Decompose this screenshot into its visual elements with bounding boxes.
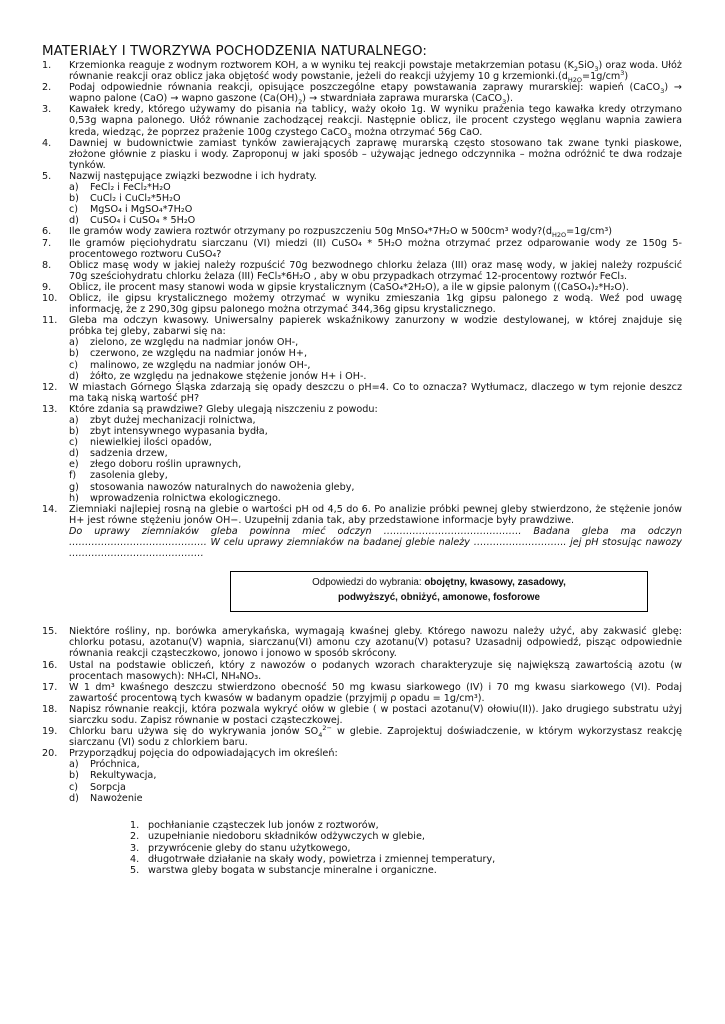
question-number: 11. [42, 315, 58, 327]
list-item: d) sadzenia drzew, [69, 448, 168, 460]
question-4 [42, 138, 682, 171]
question-text: Kawałek kredy, którego używamy do pisania na tablicy, waży około 1g. W wyniku prażenia tego kawałka kredy otrzymano 0,53g wapna palonego. Ułóż równanie zachodzącej reakcji. Następnie oblicz, ile procent czystego węglanu wapnia zawiera kreda, wiedząc, że poprzez prażenie 100g czystego CaCO$_3$ można otrzymać 56g CaO. [69, 104, 682, 140]
answer-options-box [230, 571, 648, 612]
question-12 [42, 382, 682, 404]
question-text: Gleba ma odczyn kwasowy. Uniwersalny papierek wskaźnikowy zanurzony w wodzie destylowanej, w której znajduje się próbka tej gleby, zabarwi się na: [69, 315, 682, 338]
question-text: Napisz równanie reakcji, która pozwala wykryć ołów w glebie ( w postaci azotanu(V) ołowiu(II)). Jako drugiego substratu użyj siarczku sodu. Zapisz równanie w postaci cząsteczkowej. [69, 703, 682, 726]
question-number: 6. [42, 226, 52, 238]
question-number: 12. [42, 381, 58, 393]
list-item: c) malinowo, ze względu na nadmiar jonów OH-, [69, 359, 311, 371]
option-list [69, 182, 682, 226]
question-7 [42, 238, 682, 260]
question-number: 19. [42, 726, 58, 738]
question-16 [42, 660, 682, 682]
document-page [42, 44, 682, 877]
question-11 [42, 315, 682, 382]
question-number: 8. [42, 259, 52, 271]
question-17 [42, 682, 682, 704]
question-14 [42, 504, 682, 559]
question-number: 13. [42, 403, 58, 415]
question-number: 18. [42, 703, 58, 715]
question-number: 17. [42, 681, 58, 693]
question-number: 2. [42, 82, 52, 94]
question-5 [42, 171, 682, 226]
list-item: b) czerwono, ze względu na nadmiar jonów H+, [69, 348, 307, 360]
question-list-2 [42, 626, 682, 804]
question-text: Oblicz, ile procent masy stanowi woda w gipsie krystalicznym (CaSO₄*2H₂O), a ile w gipsie palonym ((CaSO₄)₂*H₂O). [69, 281, 629, 293]
answer-words-1: obojętny, kwasowy, zasadowy, [424, 577, 566, 589]
question-list [42, 60, 682, 559]
question-18 [42, 704, 682, 726]
list-item: c) niewielkiej ilości opadów, [69, 437, 212, 449]
list-item: d) CuSO₄ i CuSO₄ * 5H₂O [69, 215, 196, 227]
question-text: Które zdania są prawdziwe? Gleby ulegają niszczeniu z powodu: [69, 403, 378, 415]
question-1 [42, 60, 682, 85]
question-15 [42, 626, 682, 659]
list-item: b) Rekultywacja, [69, 770, 157, 782]
list-item: b) zbyt intensywnego wypasania bydła, [69, 426, 268, 438]
list-item: f) zasolenia gleby, [69, 470, 168, 482]
question-number: 3. [42, 104, 52, 116]
list-item: d) żółto, ze względu na jednakowe stężenie jonów H+ i OH-. [69, 370, 367, 382]
question-text: Dawniej w budownictwie zamiast tynków zawierających zaprawę murarską często stosowano tak zwane tynki piaskowe, złożone głównie z piasku i wody. Zaproponuj w jaki sposób – używając jednego odczynnika – można odróżnić te dwa rodzaje tynków. [69, 137, 682, 171]
question-20 [42, 748, 682, 803]
question-3 [42, 104, 682, 140]
question-number: 9. [42, 281, 52, 293]
question-number: 15. [42, 626, 58, 638]
question-text: W miastach Górnego Śląska zdarzają się opady deszczu o pH=4. Co to oznacza? Wytłumacz, dlaczego w tym rejonie deszcz ma taką niską wartość pH? [69, 381, 682, 404]
question-6 [42, 226, 682, 240]
question-text: Przyporządkuj pojęcia do odpowiadających im określeń: [69, 748, 338, 760]
list-item: d) Nawożenie [69, 792, 143, 804]
question-text: Chlorku baru używa się do wykrywania jonów $SO_4^{2-}$ w glebie. Zaprojektuj doświadczenie, w którym wykorzystasz reakcję siarczanu (VI) sodu z chlorkiem baru. [69, 723, 683, 749]
question-number: 1. [42, 60, 52, 71]
question-text: Ustal na podstawie obliczeń, który z nawozów o podanych wzorach charakteryzuje się największą zawartością azotu (w procentach masowych): NH₄Cl, NH₄NO₃. [69, 659, 682, 682]
list-item: c) Sorpcja [69, 781, 126, 793]
answer-words-2: podwyższyć, obniżyć, amonowe, fosforowe [338, 592, 540, 604]
question-text: Oblicz masę wody w jakiej należy rozpuścić 70g bezwodnego chlorku żelaza (III) oraz masę wody, w jakiej należy rozpuścić 70g sześciohydratu chlorku żelaza (III) FeCl₃*6H₂O , aby w obu przypadkach otrzymać 12-procentowy roztwór FeCl₃. [69, 259, 682, 282]
question-text: Krzemionka reaguje z wodnym roztworem KOH, a w wyniku tej reakcji powstaje metakrzemian potasu $(K_2SiO_3)$ oraz woda. Ułóż równanie reakcji oraz oblicz jaka objętość wody powstanie, jeżeli do reakcji użyjemy 10 g $krzemionki.(d_{H2O}=1g/cm^3)$ [69, 60, 682, 85]
question-13 [42, 404, 682, 504]
answer-box-lead: Odpowiedzi do wybrania: [312, 577, 425, 589]
question-text: Niektóre rośliny, np. borówka amerykańska, wymagają kwaśnej gleby. Którego nawozu należy użyć, aby zakwasić glebę: chlorku potasu, azotanu(V) wapnia, siarczanu(VI) amonu czy azotanu(V) potasu? Uzasadnij odpowiedź, pisząc odpowiednie równania reakcji cząsteczkowo, jonowo i jonowo w sposób skrócony. [69, 626, 682, 660]
option-list [69, 415, 682, 504]
question-text: Ziemniaki najlepiej rosną na glebie o wartości pH od 4,5 do 6. Po analizie próbki pewnej gleby stwierdzono, że stężenie jonów H+ jest równe stężeniu jonów OH−. Uzupełnij zdania tak, aby przedstawione informacje były prawdziwe. [69, 503, 682, 526]
question-text: Oblicz, ile gipsu krystalicznego możemy otrzymać w wyniku zmieszania 1kg gipsu palonego z wodą. Weź pod uwagę informację, że z 290,30g gipsu palonego można otrzymać 344,36g gipsu krystalicznego. [69, 292, 682, 316]
list-item: 2. uzupełnianie niedoboru składników odżywczych w glebie, [130, 831, 425, 843]
list-item: 3. przywrócenie gleby do stanu użytkowego, [130, 842, 351, 854]
fill-in-sentences: Do uprawy ziemniaków gleba powinna mieć odczyn ……………………………………. Badana gleba ma odczyn ……………………………………. W celu uprawy ziemniaków na badanej glebie należy ……………………….. jej pH stosując nawozy …………………………………… [69, 525, 682, 560]
question-text: Nazwij następujące związki bezwodne i ich hydraty. [69, 170, 317, 182]
list-item: c) MgSO₄ i MgSO₄*7H₂O [69, 204, 193, 216]
concept-list [69, 759, 682, 803]
question-2 [42, 82, 682, 107]
question-number: 14. [42, 503, 58, 515]
question-8 [42, 260, 682, 282]
list-item: g) stosowania nawozów naturalnych do nawożenia gleby, [69, 481, 355, 493]
question-text: Ile gramów wody zawiera roztwór otrzymany po rozpuszczeniu 50g MnSO₄*7H₂O w 500cm³ $wody?(d_{H2O}=1g/cm^3)$ [69, 226, 612, 240]
list-item: a) zielono, ze względu na nadmiar jonów OH-, [69, 337, 299, 349]
question-text: Podaj odpowiednie równania reakcji, opisujące poszczególne etapy powstawania zaprawy murarskiej: wapień (CaCO$_3$) → wapno palone (CaO) → wapno gaszone $(Ca(OH)_2)$ → stwardniała zaprawa murarska (CaCO$_3$). [69, 82, 682, 107]
list-item: a) Próchnica, [69, 759, 140, 771]
question-number: 20. [42, 748, 58, 760]
question-number: 4. [42, 137, 52, 149]
question-9 [42, 282, 682, 293]
list-item: a) FeCl₂ i FeCl₂*H₂O [69, 182, 171, 194]
list-item: 5. warstwa gleby bogata w substancje mineralne i organiczne. [130, 865, 437, 877]
option-list [69, 337, 682, 381]
page-title: MATERIAŁY I TWORZYWA POCHODZENIA NATURALNEGO: [42, 44, 428, 59]
list-item: b) CuCl₂ i CuCl₂*5H₂O [69, 193, 181, 205]
question-text: W 1 dm³ kwaśnego deszczu stwierdzono obecność 50 mg kwasu siarkowego (IV) i 70 mg kwasu siarkowego (VI). Podaj zawartość procentową tych kwasów w badanym opadzie (przyjmij ρ opadu = 1g/cm³). [69, 681, 682, 704]
question-10 [42, 293, 682, 315]
question-number: 16. [42, 659, 58, 671]
definition-list [42, 820, 682, 877]
question-19 [42, 723, 683, 749]
question-number: 7. [42, 237, 52, 249]
list-item: 4. długotrwałe działanie na skały wody, powietrza i zmiennej temperatury, [130, 853, 496, 865]
question-number: 5. [42, 170, 52, 182]
list-item: a) zbyt dużej mechanizacji rolnictwa, [69, 415, 256, 426]
question-number: 10. [42, 292, 58, 304]
question-text: Ile gramów pięciohydratu siarczanu (VI) miedzi (II) CuSO₄ * 5H₂O można otrzymać przez odparowanie wody ze 150g 5-procentowego roztworu CuSO₄? [69, 237, 682, 260]
list-item: e) złego doboru roślin uprawnych, [69, 459, 242, 471]
list-item: h) wprowadzenia rolnictwa ekologicznego. [69, 492, 281, 504]
list-item: 1. pochłanianie cząsteczek lub jonów z roztworów, [130, 819, 379, 831]
